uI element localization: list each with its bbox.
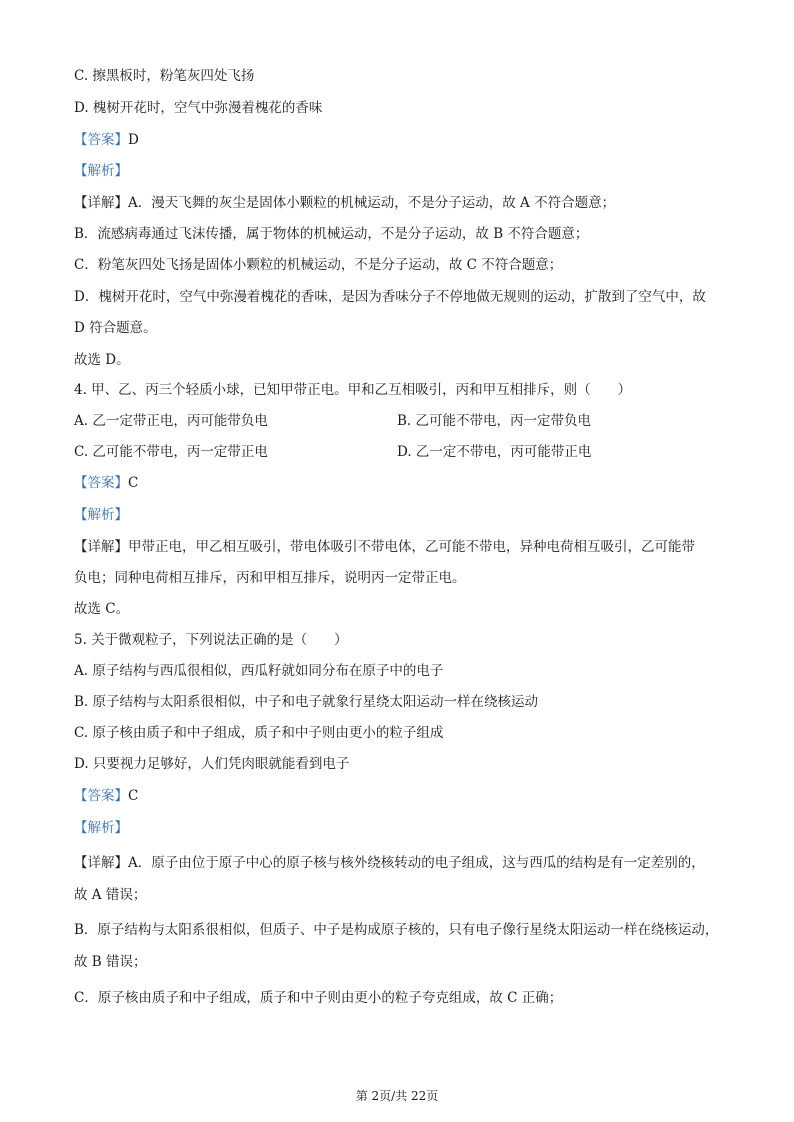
q4-option-b: B. 乙可能不带电，丙一定带负电: [397, 413, 592, 429]
q4-option-c: C. 乙可能不带电，丙一定带正电: [74, 444, 268, 460]
q4-conclusion: 故选 C。: [74, 601, 130, 617]
q5-option-b: B. 原子结构与太阳系很相似，中子和电子就象行星绕太阳运动一样在绕核运动: [74, 694, 539, 710]
q5-stem: 5. 关于微观粒子，下列说法正确的是（ ）: [74, 632, 348, 648]
q4-detail-line2: 负电；同种电荷相互排斥，丙和甲相互排斥，说明丙一定带正电。: [74, 570, 466, 586]
q5-detail-a-line2: 故 A 错误；: [74, 887, 147, 903]
detail-text: A．漫天飞舞的灰尘是固体小颗粒的机械运动，不是分子运动，故 A 不符合题意；: [128, 195, 616, 211]
q3-option-c: C. 擦黑板时，粉笔灰四处飞扬: [74, 68, 255, 84]
q3-conclusion: 故选 D。: [74, 352, 130, 368]
q5-detail-c: C．原子核由质子和中子组成，质子和中子则由更小的粒子夸克组成，故 C 正确；: [74, 990, 563, 1006]
q5-answer: [74, 786, 138, 806]
answer-tag: 【答案】: [74, 475, 128, 491]
answer-value: D: [128, 132, 139, 148]
q5-option-d: D. 只要视力足够好，人们凭肉眼就能看到电子: [74, 756, 350, 772]
page-number: 第 2页/共 22页: [355, 1089, 439, 1103]
q5-analysis-heading: [74, 818, 128, 838]
q3-detail-a: [74, 193, 615, 213]
detail-text: A．原子由位于原子中心的原子核与核外绕核转动的电子组成，这与西瓜的结构是有一定差别的，: [128, 855, 705, 871]
q5-option-c: C. 原子核由质子和中子组成，质子和中子则由更小的粒子组成: [74, 725, 444, 741]
answer-value: C: [128, 475, 139, 491]
q3-answer: [74, 130, 139, 150]
detail-tag: 【详解】: [74, 855, 128, 871]
q5-detail-b-line1: B．原子结构与太阳系很相似，但质子、中子是构成原子核的，只有电子像行星绕太阳运动一样在绕核运动，: [74, 922, 719, 938]
page-footer: [0, 1088, 794, 1104]
q3-detail-c: C．粉笔灰四处飞扬是固体小颗粒的机械运动，不是分子运动，故 C 不符合题意；: [74, 257, 563, 273]
detail-tag: 【详解】: [74, 539, 128, 555]
q5-detail-a-line1: [74, 853, 705, 873]
q3-detail-b: B．流感病毒通过飞沫传播，属于物体的机械运动，不是分子运动，故 B 不符合题意；: [74, 226, 589, 242]
answer-tag: 【答案】: [74, 132, 128, 148]
analysis-tag: 【解析】: [74, 820, 128, 836]
q4-option-d: D. 乙一定不带电，丙可能带正电: [397, 444, 592, 460]
q3-detail-d-line1: D．槐树开花时，空气中弥漫着槐花的香味，是因为香味分子不停地做无规则的运动，扩散到了空气中，故: [74, 289, 706, 305]
analysis-tag: 【解析】: [74, 507, 128, 523]
detail-text: 甲带正电，甲乙相互吸引，带电体吸引不带电体，乙可能不带电，异种电荷相互吸引，乙可能带: [128, 539, 695, 555]
q5-detail-b-line2: 故 B 错误；: [74, 954, 147, 970]
q3-analysis-heading: [74, 161, 128, 181]
answer-tag: 【答案】: [74, 788, 128, 804]
q4-detail-line1: [74, 537, 695, 557]
q4-answer: [74, 473, 138, 493]
q5-option-a: A. 原子结构与西瓜很相似，西瓜籽就如同分布在原子中的电子: [74, 663, 444, 679]
q4-analysis-heading: [74, 505, 128, 525]
analysis-tag: 【解析】: [74, 163, 128, 179]
q3-detail-d-line2: D 符合题意。: [74, 320, 157, 336]
answer-value: C: [128, 788, 139, 804]
q4-option-a: A. 乙一定带正电，丙可能带负电: [74, 413, 268, 429]
q3-option-d: D. 槐树开花时，空气中弥漫着槐花的香味: [74, 100, 323, 116]
q4-stem: 4. 甲、乙、丙三个轻质小球，已知甲带正电。甲和乙互相吸引，丙和甲互相排斥，则（ ）: [74, 382, 632, 398]
detail-tag: 【详解】: [74, 195, 128, 211]
